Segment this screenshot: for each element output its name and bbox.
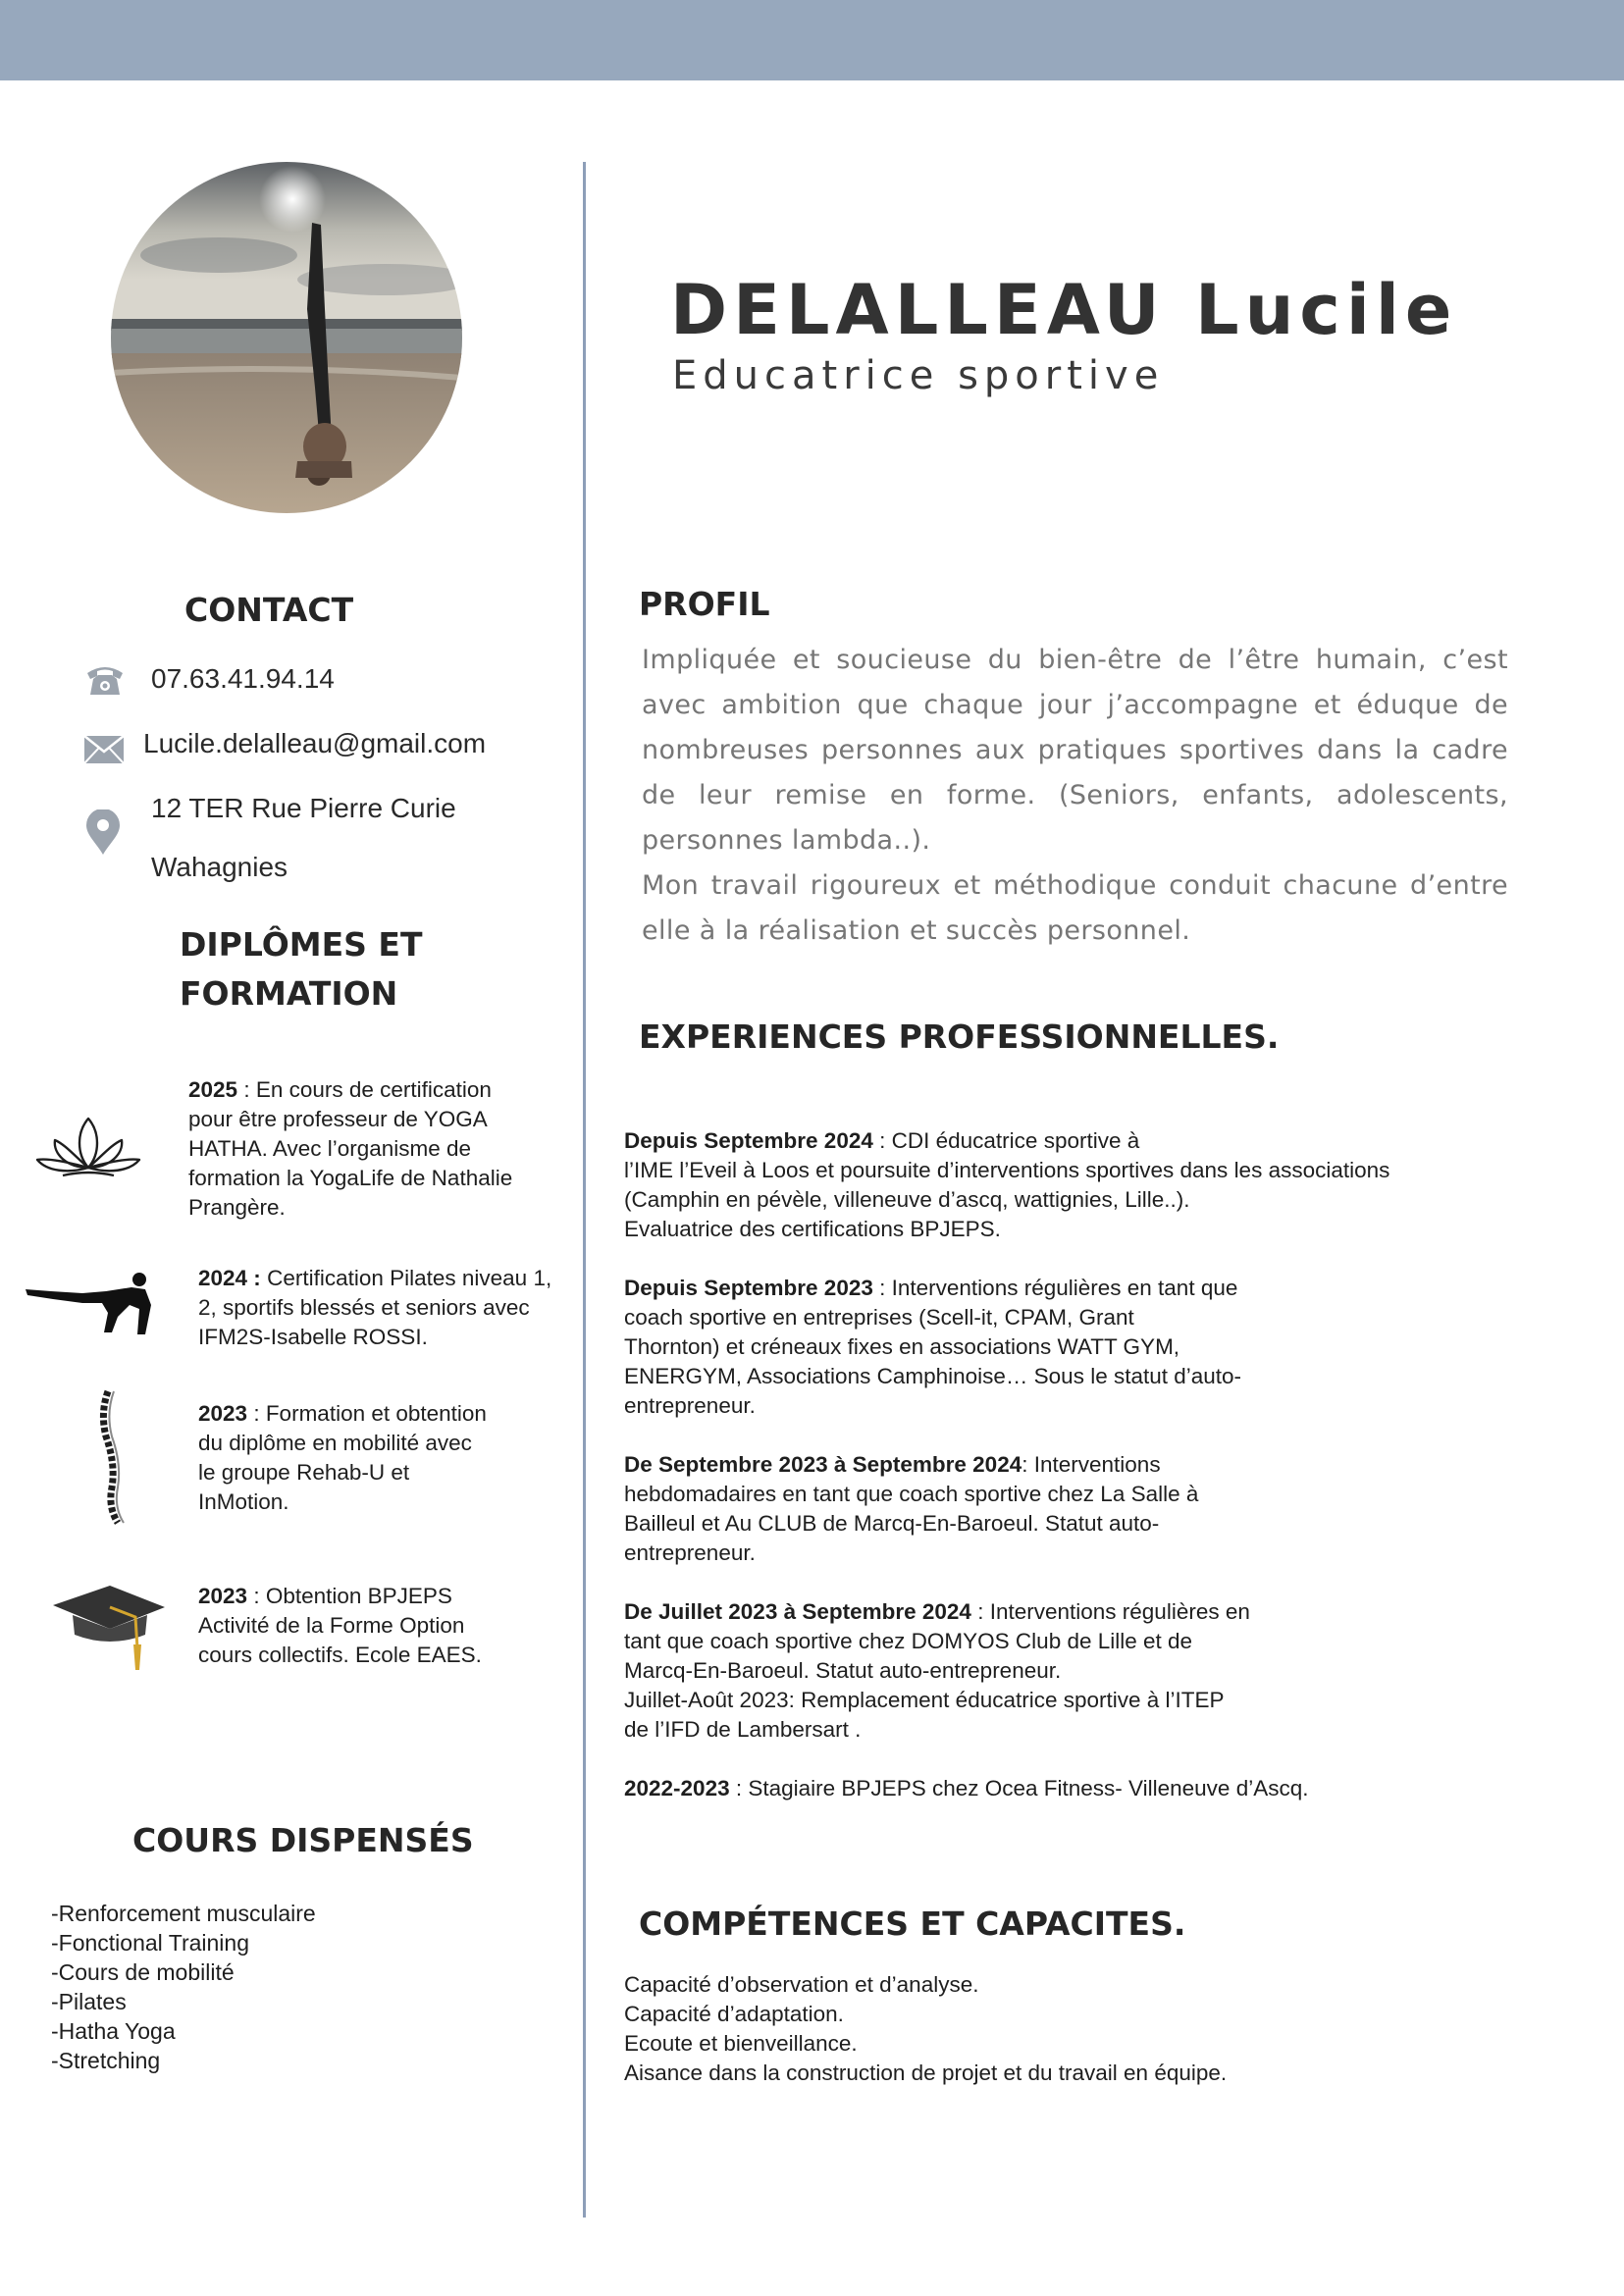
diplomas-heading-line2: FORMATION xyxy=(180,974,398,1013)
list-item: Ecoute et bienveillance. xyxy=(624,2031,858,2056)
list-item: Capacité d’adaptation. xyxy=(624,2002,844,2026)
list-item: -Hatha Yoga xyxy=(51,2018,176,2044)
skills-heading: COMPÉTENCES ET CAPACITES. xyxy=(639,1905,1186,1943)
experience-entry: 2022-2023 : Stagiaire BPJEPS chez Ocea Fitness- Villeneuve d’Ascq. xyxy=(624,1776,1309,1800)
location-pin-icon xyxy=(86,809,120,860)
address-street: 12 TER Rue Pierre Curie xyxy=(151,793,456,823)
diploma-item: 2024 : Certification Pilates niveau 1, 2, sportifs blessés et seniors avec IFM2S-Isabelle ROSSI. xyxy=(198,1266,552,1349)
experience-entry: Depuis Septembre 2024 : CDI éducatrice sportive à l’IME l’Eveil à Loos et poursuite d’interventions sportives dans les associations (Camphin en pévèle, villeneuve d’ascq, wattignies, Lille..). Evaluatrice des certifications BPJEPS. xyxy=(624,1128,1390,1241)
phone-number: 07.63.41.94.14 xyxy=(151,663,335,694)
profile-text xyxy=(642,638,1508,954)
mail-icon xyxy=(84,736,124,768)
courses-heading: COURS DISPENSÉS xyxy=(132,1821,474,1859)
list-item: Aisance dans la construction de projet et du travail en équipe. xyxy=(624,2061,1228,2085)
profile-heading: PROFIL xyxy=(639,585,770,623)
list-item: -Renforcement musculaire xyxy=(51,1901,316,1926)
diploma-item: 2025 : En cours de certification pour être professeur de YOGA HATHA. Avec l’organisme de formation la YogaLife de Nathalie Prangère. xyxy=(188,1077,513,1220)
job-title: Educatrice sportive xyxy=(672,353,1165,398)
skills-list xyxy=(624,1970,1227,2088)
address-city: Wahagnies xyxy=(151,852,288,882)
list-item: -Fonctional Training xyxy=(51,1930,249,1956)
experience-entry: De Septembre 2023 à Septembre 2024: Interventions hebdomadaires en tant que coach sportive chez La Salle à Bailleul et Au CLUB de Marcq-En-Baroeul. Statut auto- entrepreneur. xyxy=(624,1452,1199,1565)
profile-photo xyxy=(111,162,462,513)
profile-paragraph: Impliquée et soucieuse du bien-être de l’être humain, c’est avec ambition que chaque jour j’accompagne et éduque de nombreuses personnes aux pratiques sportives dans la cadre de leur remise en forme. (Seniors, enfants, adolescents, personnes lambda..). xyxy=(642,645,1508,856)
top-banner xyxy=(0,0,1624,80)
diploma-item: 2023 : Formation et obtention du diplôme en mobilité avec le groupe Rehab-U et InMotion. xyxy=(198,1401,487,1514)
graduation-cap-icon xyxy=(51,1584,167,1677)
email-address: Lucile.delalleau@gmail.com xyxy=(143,728,487,758)
column-divider xyxy=(583,162,586,2218)
experience-list xyxy=(624,1126,1527,1833)
diploma-item: 2023 : Obtention BPJEPS Activité de la Forme Option cours collectifs. Ecole EAES. xyxy=(198,1584,482,1667)
contact-heading: CONTACT xyxy=(184,591,354,629)
experience-entry: De Juillet 2023 à Septembre 2024 : Interventions régulières en tant que coach sportive chez DOMYOS Club de Lille et de Marcq-En-Baroeul. Statut auto-entrepreneur. Juillet-Août 2023: Remplacement éducatrice sportive à l’ITEP de l’IFD de Lambersart . xyxy=(624,1599,1250,1742)
pilates-pose-icon xyxy=(24,1270,183,1349)
list-item: Capacité d’observation et d’analyse. xyxy=(624,1972,979,1997)
spine-icon xyxy=(94,1389,133,1530)
list-item: -Pilates xyxy=(51,1989,127,2014)
list-item: -Stretching xyxy=(51,2048,161,2073)
courses-list xyxy=(51,1899,316,2075)
diplomas-heading-line1: DIPLÔMES ET xyxy=(180,925,423,964)
experience-entry: Depuis Septembre 2023 : Interventions régulières en tant que coach sportive en entreprises (Scell-it, CPAM, Grant Thornton) et créneaux fixes en associations WATT GYM, ENERGYM, Associations Camphinoise… Sous le statut d’auto- entrepreneur. xyxy=(624,1276,1242,1418)
lotus-icon xyxy=(33,1113,143,1184)
experience-heading: EXPERIENCES PROFESSIONNELLES. xyxy=(639,1018,1280,1056)
profile-paragraph: Mon travail rigoureux et méthodique conduit chacune d’entre elle à la réalisation et succès personnel. xyxy=(642,870,1508,946)
phone-icon xyxy=(84,661,126,704)
person-name: DELALLEAU Lucile xyxy=(670,270,1458,350)
list-item: -Cours de mobilité xyxy=(51,1959,235,1985)
